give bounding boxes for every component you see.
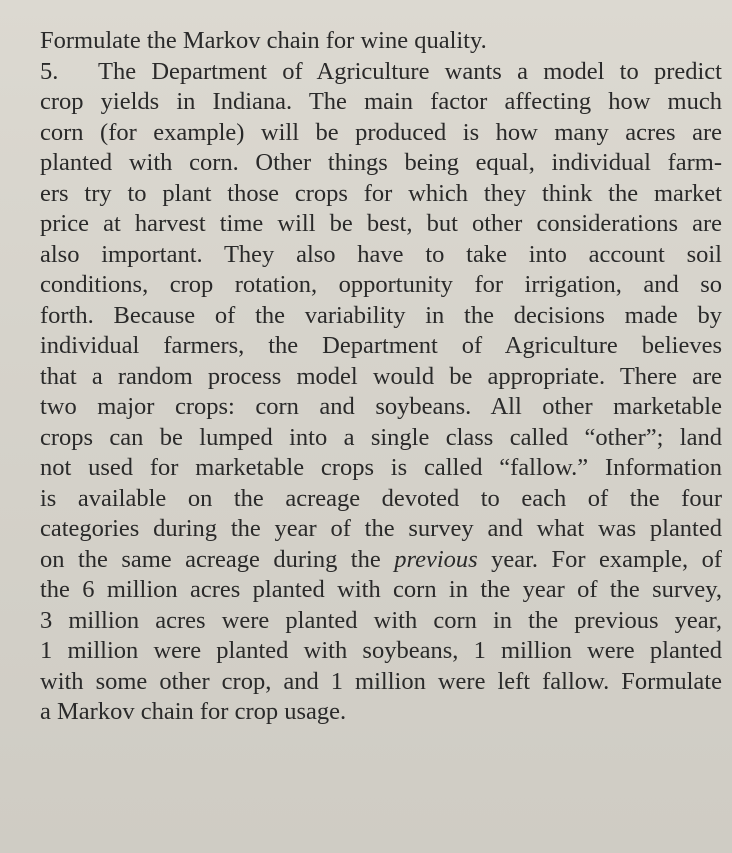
problem-first-line-text: The Department of Agriculture wants a model to predict [98,57,722,85]
paragraph-line: is available on the acreage devoted to each of the four [40,484,722,512]
paragraph-line: two major crops: corn and soybeans. All other marketable [40,393,722,420]
paragraph-line: with some other crop, and 1 million were left fallow. Formulate [40,667,722,695]
paragraph-last-line: a Markov chain for crop usage. [40,698,347,725]
paragraph-line: categories during the year of the survey and what was planted [40,515,722,542]
paragraph-line: planted with corn. Other things being equal, individual farm- [40,149,722,176]
paragraph-line: ers try to plant those crops for which they think the market [40,179,722,207]
paragraph-line: also important. They also have to take into account soil [40,240,722,268]
previous-line-after: year. For example, of [477,545,722,573]
bleed-through-text [70,2,710,28]
paragraph-line: conditions, crop rotation, opportunity for irrigation, and so [40,271,722,298]
paragraph-line: forth. Because of the variability in the decisions made by [40,301,722,329]
paragraph-line-previous [40,545,722,576]
paragraph-line: crop yields in Indiana. The main factor affecting how much [40,88,722,115]
paragraph-line: not used for marketable crops is called “fallow.” Information [40,454,722,481]
emphasis-previous: previous [394,545,478,573]
paragraph-line: 1 million were planted with soybeans, 1 million were planted [40,637,722,664]
paragraph-line: individual farmers, the Department of Agriculture believes [40,332,722,359]
paragraph-line: 3 million acres were planted with corn in the previous year, [40,606,722,634]
intro-line: Formulate the Markov chain for wine quality. [40,27,487,54]
paragraph-line: the 6 million acres planted with corn in the year of the survey, [40,576,722,603]
paragraph-line: corn (for example) will be produced is how many acres are [40,118,722,146]
previous-line-before: on the same acreage during the [40,545,395,573]
problem-number: 5. [40,57,59,85]
paragraph-line: price at harvest time will be best, but other considerations are [40,210,722,237]
problem-first-line [40,57,722,88]
paragraph-line: that a random process model would be appropriate. There are [40,362,722,390]
paragraph-line: crops can be lumped into a single class called “other”; land [40,423,722,451]
problem-text [40,26,722,728]
